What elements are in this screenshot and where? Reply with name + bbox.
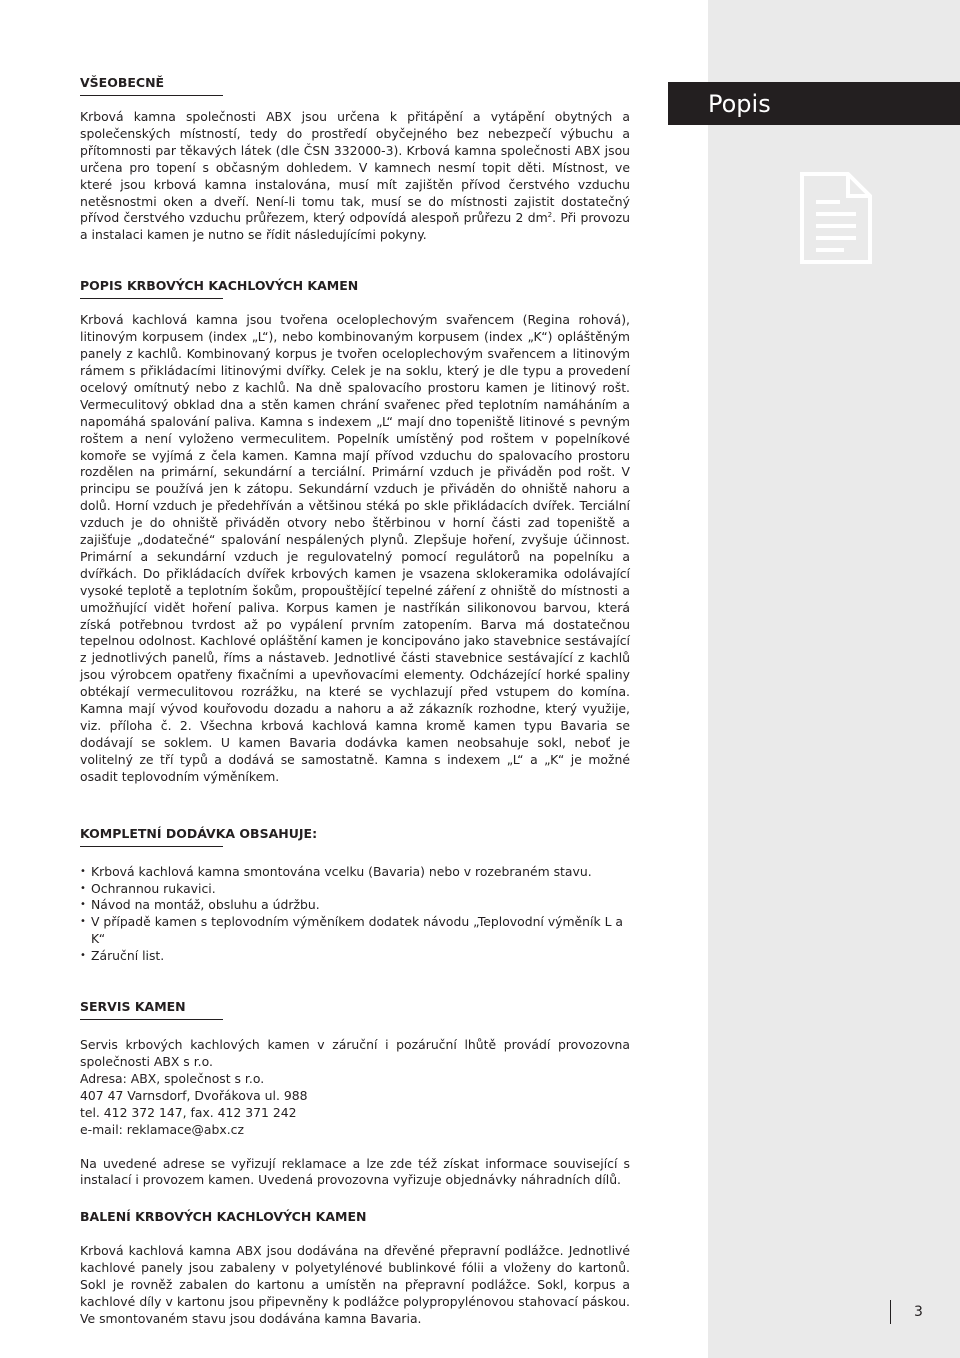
service-address-street: 407 47 Varnsdorf, Dvořákova ul. 988 [80,1087,308,1103]
section-packaging [80,1208,630,1328]
list-item: • Krbová kachlová kamna smontována vcelku (Bavaria) nebo v rozebraném stavu. [80,864,630,881]
general-text-b: . Při provozu a instalaci kamen je nutno se řídit následujícími pokyny. [80,210,630,243]
service-address-label: Adresa: ABX, společnost s r.o. [80,1070,265,1086]
heading-delivery: KOMPLETNÍ DODÁVKA OBSAHUJE: [80,825,318,841]
paragraph-general [80,109,630,244]
section-tab-label: Popis [708,90,771,118]
heading-rule [80,1019,223,1020]
document-icon [798,170,874,266]
general-text-a: Krbová kamna společnosti ABX jsou určena k přitápění a vytápění obytných a společenských místností, tedy do prostředí obyčejného bez nebezpečí výbuchu a přítomnosti par těkavých látek (dle ČSN 332000-3). Krbová kamna společnosti ABX jsou určena pro topení s občasným dohledem. V kamnech nesmí topit děti. Místnost, ve které jsou krbová kamna instalována, musí mít zajištěn přívod čerstvého vzduchu netěsnostmi oken a dveří. Není-li tomu tak, musí se do místnosti zajistit dostatečný přívod čerstvého vzduchu průřezem, který odpovídá alespoň průřezu 2 dm [80,109,630,226]
delivery-list [80,864,630,965]
heading-service: SERVIS KAMEN [80,999,186,1015]
paragraph-description: Krbová kachlová kamna jsou tvořena oceloplechovým svařencem (Regina rohová), litinovým korpusem (index „L“), nebo kombinovaným korpusem (index „K“) opláštěným panely z kachlů. Kombinovaný korpus je tvořen oceloplechovým svařencem a litinovým rámem s přikládacími litinovými dvířky. Celek je na soklu, který je dle typu a provedení ocelový omítnutý nebo z kachlů. Na dně spalovacího prostoru kamen je litinový rošt. Vermeculitový obklad dna a stěn kamen chrání svařenec před teplotním namáháním a napomáhá spalování paliva. Kamna s indexem „L“ mají dno topeniště litinové s pevným roštem a není vyloženo vermeculitem. Popelník umístěný pod roštem v popelníkové komoře se vyjímá z čela kamen. Kamna mají přívod vzduchu do spalovacího prostoru rozdělen na primární, sekundární a terciální. Primární vzduch je přiváděn pod rošt. V principu se používá jen k zátopu. Sekundární vzduch je přiváděn do ohniště nahoru a dolů. Horní vzduch je předehříván a většinou stéká po skle přikládacích dvířek. Terciální vzduch je do ohniště přiváděn otvory nebo štěrbinou v horní části zad topeniště a zajišťuje „dodatečné“ spalování nespálených plynů. Zlepšuje hoření, zvyšuje účinnost. Primární a sekundární vzduch je regulovatelný pomocí regulátorů na popelníku a dvířkách. Do přikládacích dvířek krbových kamen je vsazena sklokeramika odolávající vysoké teplotě a teplotním šokům, propouštějící tepelné záření z ohniště do místnosti a umožňující vidět hoření paliva. Korpus kamen je nastříkán silikonovou barvou, která získá potřebnou tvrdost až po vypálení prvním zatopením. Barva má dostatečnou tepelnou odolnost. Kachlové opláštění kamen je koncipováno jako stavebnice sestávající z jednotlivých panelů, říms a nástaveb. Jednotlivé části stavebnice sestávající z kachlů jsou výrobcem opatřeny fixačními a upevňovacími elementy. Odcházející horké spaliny obtékají vermeculitovou rozrážku, na které se vychlazují před vstupem do komína. Kamna mají vývod kouřovodu dozadu a nahoru a až zákazník rozhodne, který využije, viz. příloha č. 2. Všechna krbová kachlová kamna kromě kamen typu Bavaria se dodávají se soklem. U kamen Bavaria dodávka kamen neobsahuje sokl, neboť je volitelný ze tří typů a dodává se samostatně. Kamna s indexem „L“ a „K“ je možné osadit teplovodním výměníkem. [80,312,630,784]
list-item: • Ochrannou rukavici. [80,881,630,898]
paragraph-packaging: Krbová kachlová kamna ABX jsou dodávána na dřevěné přepravní podlážce. Jednotlivé kachlové panely jsou zabaleny v polyetylénové bublinkové fólii a vloženy do kartonů. Sokl je rovněž zabalen do kartonu a umístěn na přepravní podlážce. Sokl, korpus a kachlové díly v kartonu jsou připevněny k podlážce polypropylénovou stahovací páskou. Ve smontovaném stavu jsou dodávána kamna Bavaria. [80,1243,630,1326]
section-description [80,277,630,785]
section-service [80,998,630,1189]
service-email: e-mail: reklamace@abx.cz [80,1121,244,1137]
section-delivery [80,825,630,965]
list-item: • Návod na montáž, obsluhu a údržbu. [80,897,630,914]
section-tab [668,82,960,125]
list-item: • V případě kamen s teplovodním výměníkem dodatek návodu „Teplovodní výměník L a K“ [80,914,630,948]
heading-description: POPIS KRBOVÝCH KACHLOVÝCH KAMEN [80,278,359,294]
page-number-divider [890,1300,891,1324]
heading-general: VŠEOBECNĚ [80,75,165,90]
service-note: Na uvedené adrese se vyřizují reklamace a lze zde též získat informace související s instalací i provozem kamen. Uvedená provozovna vyřizuje objednávky náhradních dílů. [80,1155,630,1188]
section-general [80,74,630,244]
main-content [80,74,630,1328]
service-line1: Servis krbových kachlových kamen v záruční i pozáruční lhůtě provádí provozovna společnosti ABX s r.o. [80,1037,630,1069]
heading-rule [80,298,223,299]
heading-rule [80,846,223,847]
heading-packaging: BALENÍ KRBOVÝCH KACHLOVÝCH KAMEN [80,1209,367,1225]
service-contact [80,1037,630,1138]
heading-rule [80,95,223,96]
page-number: 3 [914,1304,923,1320]
list-item: • Záruční list. [80,948,630,965]
general-text-sup: 2 [547,211,553,220]
service-phone: tel. 412 372 147, fax. 412 371 242 [80,1104,297,1120]
